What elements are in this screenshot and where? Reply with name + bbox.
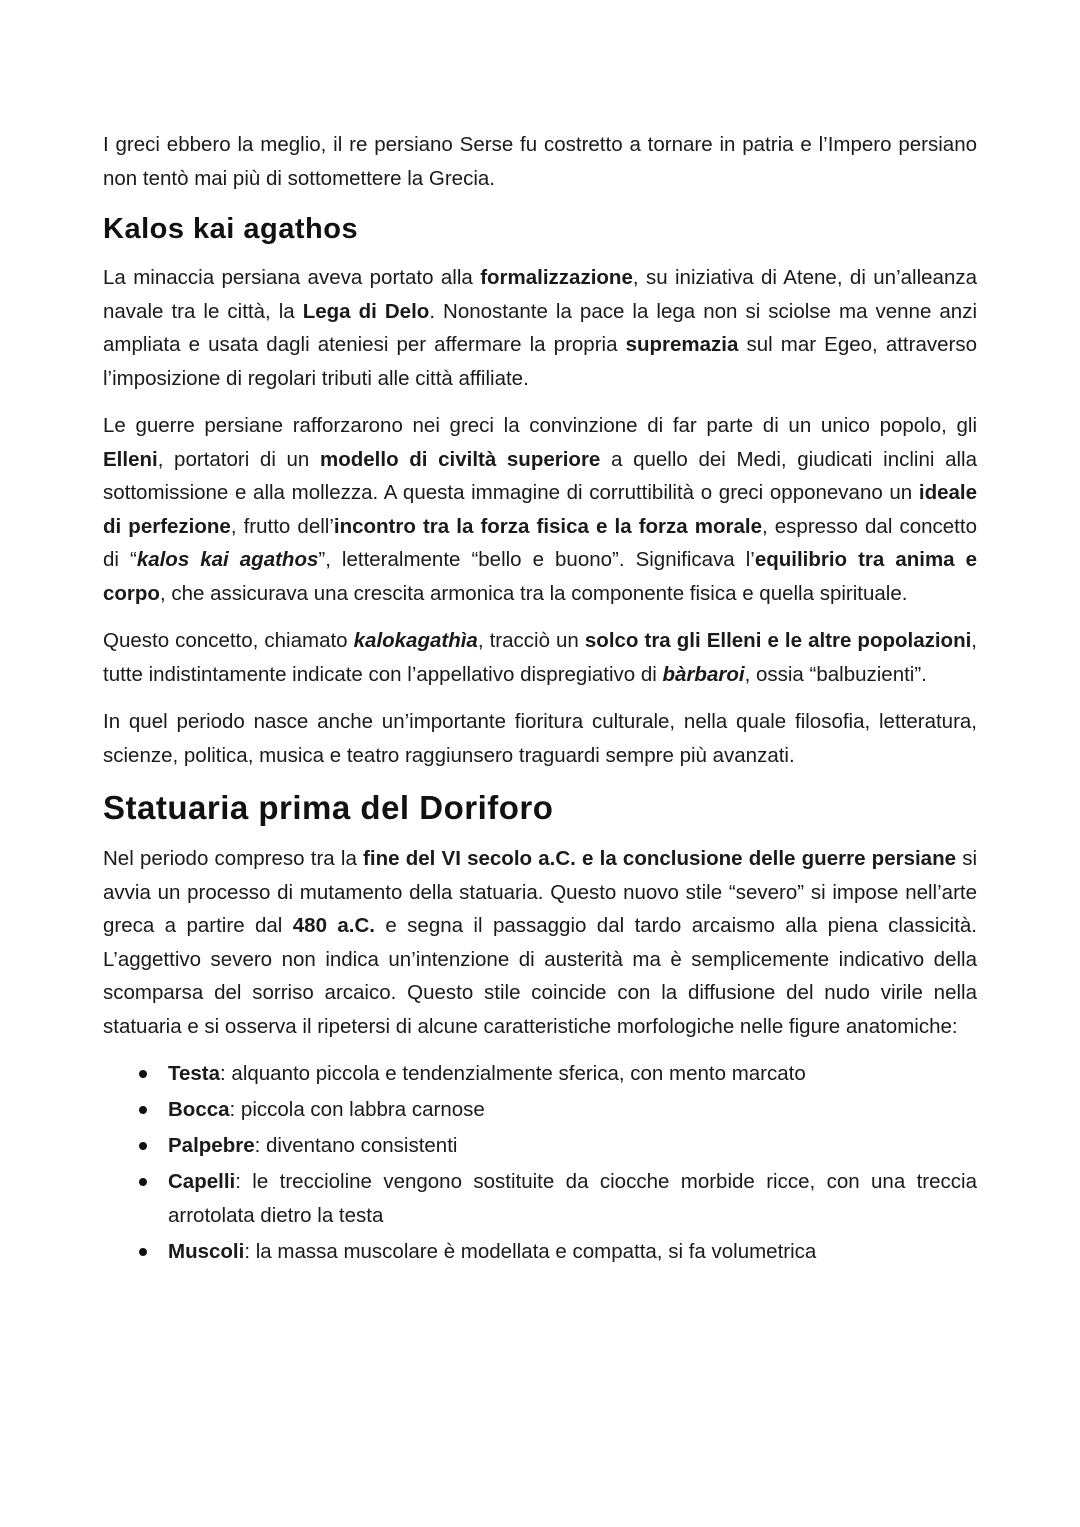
document-page [103,128,977,1271]
list-item: Palpebre: diventano consistenti [168,1129,977,1163]
anatomy-list [103,1057,977,1269]
intro-paragraph: I greci ebbero la meglio, il re persiano Serse fu costretto a tornare in patria e l’Impero persiano non tentò mai più di sottomettere la Grecia. [103,133,977,190]
list-item: Bocca: piccola con labbra carnose [168,1093,977,1127]
section-heading-statuaria: Statuaria prima del Doriforo [103,789,554,826]
paragraph-stile-severo: Nel periodo compreso tra la fine del VI secolo a.C. e la conclusione delle guerre persiane si avvia un processo di mutamento della statuaria. Questo nuovo stile “severo” si impose nell’arte greca a partire dal 480 a.C. e segna il passaggio dal tardo arcaismo alla piena classicità. L’aggettivo severo non indica un’intenzione di austerità ma è semplicemente indicativo della scomparsa del sorriso arcaico. Questo stile coincide con la diffusione del nudo virile nella statuaria e si osserva il ripetersi di alcune caratteristiche morfologiche nelle figure anatomiche: [103,847,978,1038]
list-item: Capelli: le treccioline vengono sostituite da ciocche morbide ricce, con una treccia arrotolata dietro la testa [168,1165,977,1233]
paragraph-lega-di-delo: La minaccia persiana aveva portato alla formalizzazione, su iniziativa di Atene, di un’alleanza navale tra le città, la Lega di Delo. Nonostante la pace la lega non si sciolse ma venne anzi ampliata e usata dagli ateniesi per affermare la propria supremazia sul mar Egeo, attraverso l’imposizione di regolari tributi alle città affiliate. [103,266,978,390]
paragraph-kalokagathia: Questo concetto, chiamato kalokagathìa, tracciò un solco tra gli Elleni e le altre popolazioni, tutte indistintamente indicate con l’appellativo dispregiativo di bàrbaroi, ossia “balbuzienti”. [103,629,977,686]
list-item: Testa: alquanto piccola e tendenzialmente sferica, con mento marcato [168,1057,977,1091]
paragraph-fioritura: In quel periodo nasce anche un’importante fioritura culturale, nella quale filosofia, letteratura, scienze, politica, musica e teatro raggiunsero traguardi sempre più avanzati. [103,710,977,767]
list-item: Muscoli: la massa muscolare è modellata e compatta, si fa volumetrica [168,1235,977,1269]
paragraph-elleni: Le guerre persiane rafforzarono nei greci la convinzione di far parte di un unico popolo, gli Elleni, portatori di un modello di civiltà superiore a quello dei Medi, giudicati inclini alla sottomissione e alla mollezza. A questa immagine di corruttibilità o greci opponevano un ideale di perfezione, frutto dell’incontro tra la forza fisica e la forza morale, espresso dal concetto di “kalos kai agathos”, letteralmente “bello e buono”. Significava l’equilibrio tra anima e corpo, che assicurava una crescita armonica tra la componente fisica e quella spirituale. [103,414,977,605]
section-heading-kalos: Kalos kai agathos [103,213,359,245]
